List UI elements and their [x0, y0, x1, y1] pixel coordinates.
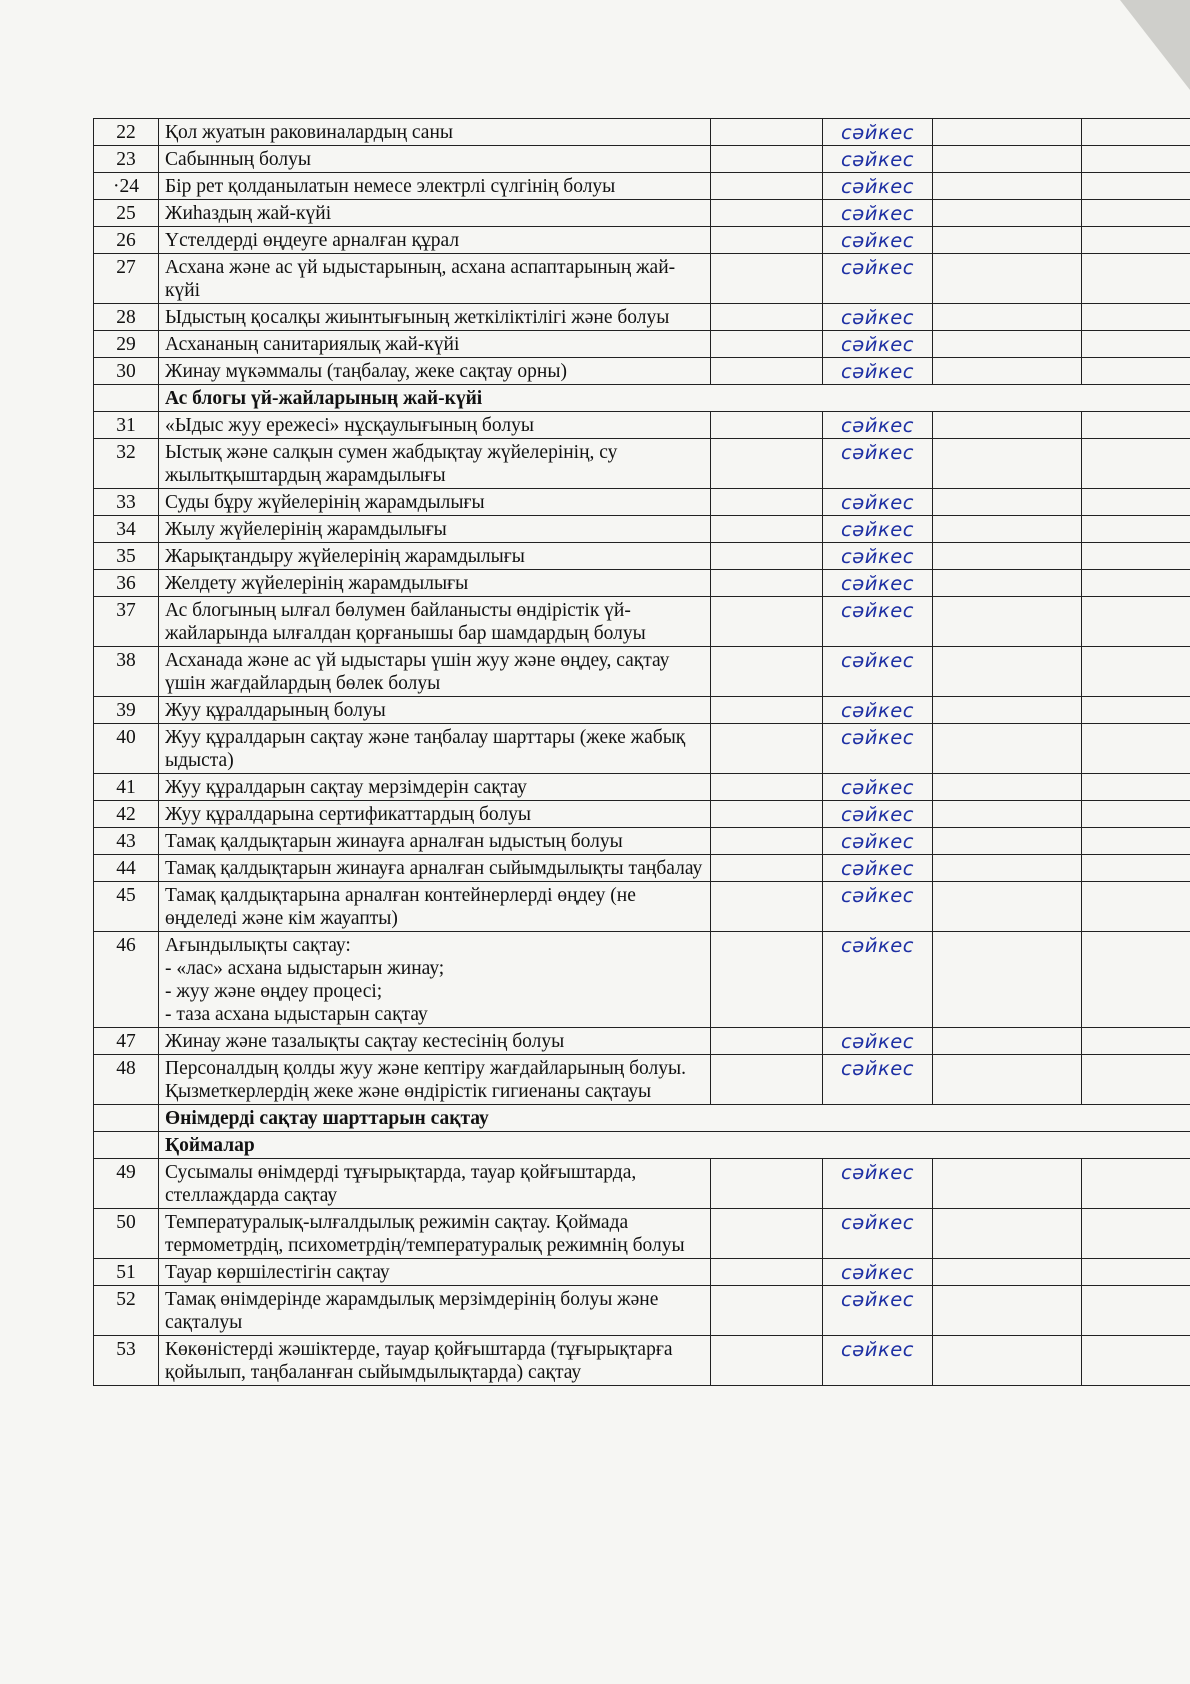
empty-cell [1082, 119, 1190, 146]
empty-cell [1082, 697, 1190, 724]
section-row [94, 1105, 1190, 1132]
empty-cell [1082, 516, 1190, 543]
handwritten-compliance-mark: сәйкес [823, 1209, 933, 1259]
row-number: 39 [94, 697, 159, 724]
table-row [94, 647, 1190, 697]
row-number: 27 [94, 254, 159, 304]
empty-cell [711, 516, 823, 543]
empty-cell [1082, 1286, 1190, 1336]
row-number: 25 [94, 200, 159, 227]
table-row [94, 200, 1190, 227]
handwritten-compliance-mark: сәйкес [823, 516, 933, 543]
handwritten-compliance-mark: сәйкес [823, 1028, 933, 1055]
empty-cell [1082, 724, 1190, 774]
row-number: 53 [94, 1336, 159, 1386]
empty-cell [1082, 882, 1190, 932]
empty-cell [933, 801, 1082, 828]
handwritten-compliance-mark: сәйкес [823, 146, 933, 173]
empty-cell [933, 647, 1082, 697]
empty-cell [933, 439, 1082, 489]
criterion-text: Асхана және ас үй ыдыстарының, асхана аспаптарының жай-күйі [159, 254, 711, 304]
row-number: 31 [94, 412, 159, 439]
empty-cell [1082, 597, 1190, 647]
table-row [94, 597, 1190, 647]
table-row [94, 146, 1190, 173]
handwritten-compliance-mark: сәйкес [823, 439, 933, 489]
table-row [94, 543, 1190, 570]
row-number: 30 [94, 358, 159, 385]
checklist-rows [94, 119, 1190, 1386]
empty-cell [711, 697, 823, 724]
table-row [94, 1055, 1190, 1105]
criterion-text: Ас блогының ылғал бөлумен байланысты өндірістік үй-жайларында ылғалдан қорғанышы бар шамдардың болуы [159, 597, 711, 647]
handwritten-compliance-mark: сәйкес [823, 200, 933, 227]
empty-cell [933, 597, 1082, 647]
handwritten-compliance-mark: сәйкес [823, 570, 933, 597]
criterion-text: Үстелдерді өңдеуге арналған құрал [159, 227, 711, 254]
row-number: 23 [94, 146, 159, 173]
empty-cell [1082, 855, 1190, 882]
handwritten-compliance-mark: сәйкес [823, 1159, 933, 1209]
empty-cell [933, 1209, 1082, 1259]
empty-cell [711, 412, 823, 439]
empty-cell [1082, 439, 1190, 489]
handwritten-compliance-mark: сәйкес [823, 1286, 933, 1336]
criterion-text: Жуу құралдарына сертификаттардың болуы [159, 801, 711, 828]
empty-cell [711, 304, 823, 331]
empty-cell [711, 146, 823, 173]
empty-cell [711, 1055, 823, 1105]
empty-cell [933, 146, 1082, 173]
criterion-text [159, 932, 711, 1028]
table-row [94, 697, 1190, 724]
criterion-text: Жарықтандыру жүйелерінің жарамдылығы [159, 543, 711, 570]
empty-cell [933, 724, 1082, 774]
handwritten-compliance-mark: сәйкес [823, 358, 933, 385]
empty-cell [711, 331, 823, 358]
criterion-text: Сабынның болуы [159, 146, 711, 173]
handwritten-compliance-mark: сәйкес [823, 801, 933, 828]
empty-cell [711, 358, 823, 385]
criterion-text: Жинау мүкәммалы (таңбалау, жеке сақтау орны) [159, 358, 711, 385]
empty-cell [933, 358, 1082, 385]
empty-cell [1082, 774, 1190, 801]
empty-cell [711, 1028, 823, 1055]
empty-cell [1082, 828, 1190, 855]
table-row [94, 254, 1190, 304]
empty-cell [711, 828, 823, 855]
table-row [94, 1259, 1190, 1286]
row-number: 33 [94, 489, 159, 516]
empty-cell [933, 570, 1082, 597]
criterion-text: Суды бұру жүйелерінің жарамдылығы [159, 489, 711, 516]
criterion-line: - жуу және өңдеу процесі; [165, 981, 383, 1002]
handwritten-compliance-mark: сәйкес [823, 855, 933, 882]
row-number: 43 [94, 828, 159, 855]
section-number-cell [94, 1105, 159, 1132]
table-row [94, 489, 1190, 516]
empty-cell [1082, 1055, 1190, 1105]
empty-cell [933, 543, 1082, 570]
criterion-text: Көкөністерді жәшіктерде, тауар қойғыштарда (тұғырықтарға қойылып, таңбаланған сыйымдылықтарда) сақтау [159, 1336, 711, 1386]
criterion-text: Жуу құралдарын сақтау мерзімдерін сақтау [159, 774, 711, 801]
empty-cell [711, 1209, 823, 1259]
empty-cell [1082, 254, 1190, 304]
empty-cell [933, 697, 1082, 724]
table-row [94, 119, 1190, 146]
criterion-text: Қол жуатын раковиналардың саны [159, 119, 711, 146]
row-number: 32 [94, 439, 159, 489]
empty-cell [711, 173, 823, 200]
table-row [94, 331, 1190, 358]
handwritten-compliance-mark: сәйкес [823, 543, 933, 570]
empty-cell [711, 119, 823, 146]
handwritten-compliance-mark: сәйкес [823, 304, 933, 331]
empty-cell [1082, 227, 1190, 254]
section-number-cell [94, 1132, 159, 1159]
row-number: 38 [94, 647, 159, 697]
empty-cell [1082, 331, 1190, 358]
empty-cell [933, 489, 1082, 516]
empty-cell [711, 227, 823, 254]
handwritten-compliance-mark: сәйкес [823, 227, 933, 254]
criterion-line: - таза асхана ыдыстарын сақтау [165, 1004, 428, 1025]
section-row [94, 385, 1190, 412]
empty-cell [711, 932, 823, 1028]
empty-cell [711, 1336, 823, 1386]
row-number: 37 [94, 597, 159, 647]
empty-cell [933, 516, 1082, 543]
criterion-line: Ағындылықты сақтау: [165, 935, 351, 956]
row-number: 50 [94, 1209, 159, 1259]
empty-cell [711, 1159, 823, 1209]
empty-cell [711, 489, 823, 516]
handwritten-compliance-mark: сәйкес [823, 331, 933, 358]
empty-cell [711, 801, 823, 828]
criterion-text: Температуралық-ылғалдылық режимін сақтау. Қоймада термометрдің, психометрдің/температуралық режимнің болуы [159, 1209, 711, 1259]
empty-cell [933, 1259, 1082, 1286]
empty-cell [933, 774, 1082, 801]
empty-cell [933, 200, 1082, 227]
criterion-text: Тамақ қалдықтарын жинауға арналған сыйымдылықты таңбалау [159, 855, 711, 882]
handwritten-compliance-mark: сәйкес [823, 119, 933, 146]
empty-cell [933, 1055, 1082, 1105]
handwritten-compliance-mark: сәйкес [823, 1055, 933, 1105]
empty-cell [933, 119, 1082, 146]
empty-cell [711, 439, 823, 489]
criterion-text: Жылу жүйелерінің жарамдылығы [159, 516, 711, 543]
criterion-text: Ыдыстың қосалқы жиынтығының жеткіліктілігі және болуы [159, 304, 711, 331]
empty-cell [711, 543, 823, 570]
empty-cell [933, 882, 1082, 932]
folded-corner [1120, 0, 1190, 90]
criterion-text: Жуу құралдарын сақтау және таңбалау шарттары (жеке жабық ыдыста) [159, 724, 711, 774]
empty-cell [1082, 146, 1190, 173]
empty-cell [711, 570, 823, 597]
row-number: 41 [94, 774, 159, 801]
empty-cell [711, 647, 823, 697]
empty-cell [933, 254, 1082, 304]
empty-cell [1082, 412, 1190, 439]
inspection-checklist-table [93, 118, 1190, 1386]
empty-cell [1082, 570, 1190, 597]
row-number: 49 [94, 1159, 159, 1209]
criterion-text: Сусымалы өнімдерді тұғырықтарда, тауар қойғыштарда, стеллаждарда сақтау [159, 1159, 711, 1209]
section-heading: Қоймалар [159, 1132, 1190, 1159]
criterion-text: Желдету жүйелерінің жарамдылығы [159, 570, 711, 597]
row-number: 35 [94, 543, 159, 570]
handwritten-compliance-mark: сәйкес [823, 774, 933, 801]
table-row [94, 932, 1190, 1028]
empty-cell [933, 1028, 1082, 1055]
handwritten-compliance-mark: сәйкес [823, 412, 933, 439]
empty-cell [933, 1286, 1082, 1336]
row-number: ·24 [94, 173, 159, 200]
handwritten-compliance-mark: сәйкес [823, 697, 933, 724]
row-number: 29 [94, 331, 159, 358]
row-number: 22 [94, 119, 159, 146]
empty-cell [933, 331, 1082, 358]
criterion-text: Жиһаздың жай-күйі [159, 200, 711, 227]
empty-cell [711, 774, 823, 801]
handwritten-compliance-mark: сәйкес [823, 173, 933, 200]
table-row [94, 358, 1190, 385]
criterion-text: Персоналдың қолды жуу және кептіру жағдайларының болуы. Қызметкерлердің жеке және өндірістік гигиенаны сақтауы [159, 1055, 711, 1105]
row-number: 44 [94, 855, 159, 882]
table-row [94, 1336, 1190, 1386]
handwritten-compliance-mark: сәйкес [823, 724, 933, 774]
empty-cell [711, 882, 823, 932]
empty-cell [1082, 1209, 1190, 1259]
criterion-text: Тамақ өнімдерінде жарамдылық мерзімдерінің болуы және сақталуы [159, 1286, 711, 1336]
empty-cell [711, 1286, 823, 1336]
row-number: 26 [94, 227, 159, 254]
table-row [94, 1159, 1190, 1209]
handwritten-compliance-mark: сәйкес [823, 1336, 933, 1386]
table-row [94, 882, 1190, 932]
row-number: 48 [94, 1055, 159, 1105]
empty-cell [1082, 358, 1190, 385]
empty-cell [1082, 200, 1190, 227]
table-row [94, 1209, 1190, 1259]
empty-cell [1082, 1336, 1190, 1386]
row-number: 36 [94, 570, 159, 597]
table-row [94, 173, 1190, 200]
empty-cell [933, 412, 1082, 439]
empty-cell [1082, 801, 1190, 828]
criterion-text: «Ыдыс жуу ережесі» нұсқаулығының болуы [159, 412, 711, 439]
criterion-text: Тамақ қалдықтарын жинауға арналған ыдыстың болуы [159, 828, 711, 855]
table-row [94, 724, 1190, 774]
table-row [94, 1028, 1190, 1055]
row-number: 52 [94, 1286, 159, 1336]
empty-cell [1082, 1028, 1190, 1055]
table-row [94, 801, 1190, 828]
section-heading: Ас блогы үй-жайларының жай-күйі [159, 385, 1190, 412]
row-number: 45 [94, 882, 159, 932]
handwritten-compliance-mark: сәйкес [823, 489, 933, 516]
empty-cell [711, 724, 823, 774]
empty-cell [1082, 543, 1190, 570]
criterion-line: - «лас» асхана ыдыстарын жинау; [165, 958, 445, 979]
criterion-text: Тамақ қалдықтарына арналған контейнерлерді өңдеу (не өңделеді және кім жауапты) [159, 882, 711, 932]
section-number-cell [94, 385, 159, 412]
table-row [94, 570, 1190, 597]
row-number: 46 [94, 932, 159, 1028]
row-number: 28 [94, 304, 159, 331]
empty-cell [933, 304, 1082, 331]
handwritten-compliance-mark: сәйкес [823, 1259, 933, 1286]
row-number: 42 [94, 801, 159, 828]
empty-cell [711, 597, 823, 647]
empty-cell [711, 855, 823, 882]
empty-cell [1082, 647, 1190, 697]
empty-cell [933, 855, 1082, 882]
criterion-text: Бір рет қолданылатын немесе электрлі сүлгінің болуы [159, 173, 711, 200]
table-row [94, 439, 1190, 489]
empty-cell [933, 1159, 1082, 1209]
empty-cell [1082, 1259, 1190, 1286]
row-number: 34 [94, 516, 159, 543]
handwritten-compliance-mark: сәйкес [823, 932, 933, 1028]
handwritten-compliance-mark: сәйкес [823, 882, 933, 932]
empty-cell [711, 1259, 823, 1286]
handwritten-compliance-mark: сәйкес [823, 254, 933, 304]
criterion-text: Асхананың санитариялық жай-күйі [159, 331, 711, 358]
table-row [94, 774, 1190, 801]
row-number: 51 [94, 1259, 159, 1286]
criterion-text: Тауар көршілестігін сақтау [159, 1259, 711, 1286]
handwritten-compliance-mark: сәйкес [823, 647, 933, 697]
criterion-text: Жинау және тазалықты сақтау кестесінің болуы [159, 1028, 711, 1055]
criterion-text: Ыстық және салқын сумен жабдықтау жүйелерінің, су жылытқыштардың жарамдылығы [159, 439, 711, 489]
empty-cell [933, 173, 1082, 200]
table-row [94, 828, 1190, 855]
table-row [94, 227, 1190, 254]
empty-cell [933, 828, 1082, 855]
empty-cell [1082, 489, 1190, 516]
table-row [94, 516, 1190, 543]
empty-cell [933, 932, 1082, 1028]
empty-cell [933, 227, 1082, 254]
handwritten-compliance-mark: сәйкес [823, 828, 933, 855]
empty-cell [1082, 1159, 1190, 1209]
empty-cell [1082, 173, 1190, 200]
empty-cell [711, 200, 823, 227]
table-row [94, 304, 1190, 331]
table-row [94, 1286, 1190, 1336]
empty-cell [1082, 304, 1190, 331]
table-row [94, 855, 1190, 882]
criterion-text: Жуу құралдарының болуы [159, 697, 711, 724]
empty-cell [1082, 932, 1190, 1028]
row-number: 40 [94, 724, 159, 774]
criterion-text: Асханада және ас үй ыдыстары үшін жуу және өңдеу, сақтау үшін жағдайлардың бөлек болуы [159, 647, 711, 697]
empty-cell [933, 1336, 1082, 1386]
row-number: 47 [94, 1028, 159, 1055]
section-row [94, 1132, 1190, 1159]
section-heading: Өнімдерді сақтау шарттарын сақтау [159, 1105, 1190, 1132]
table-row [94, 412, 1190, 439]
empty-cell [711, 254, 823, 304]
handwritten-compliance-mark: сәйкес [823, 597, 933, 647]
